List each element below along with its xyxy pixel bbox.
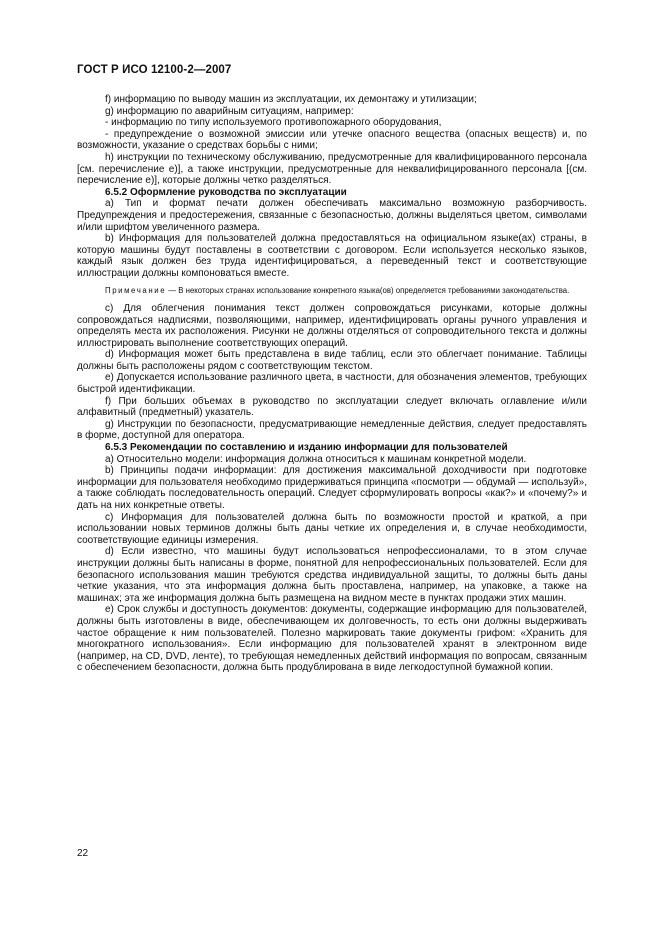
paragraph-d-nonprofessionals: d) Если известно, что машины будут использоваться непрофессионалами, то в этом случае инструкции должны быть написаны в форме, понятной для непрофессиональных пользователей. Если для безопасного использования машин требуются средства индивидуальной защиты, то должны быть даны четкие указания, что эта информация должна быть проставлена, например, на упаковке, а также на машинах; эта же информация должна быть размещена на видном месте в пунктах продажи этих машин. bbox=[77, 546, 587, 604]
body-text bbox=[77, 94, 587, 674]
section-heading-6-5-2: 6.5.2 Оформление руководства по эксплуатации bbox=[105, 186, 347, 198]
paragraph-a-model: a) Относительно модели: информация должна относиться к машинам конкретной модели. bbox=[105, 453, 527, 465]
paragraph-f-decommission: f) информацию по выводу машин из эксплуатации, их демонтажу и утилизации; bbox=[105, 94, 477, 105]
paragraph-c-illustrations: c) Для облегчения понимания текст должен сопровождаться рисунками, которые должны сопровождаться надписями, позволяющими, например, идентифицировать органы ручного управления и определять места их расположения. Рисунки не должны отделяться от сопроводительного текста и должны иллюстрировать выполнение соответствующих операций. bbox=[77, 302, 587, 349]
paragraph-b-language: b) Информация для пользователей должна предоставляться на официальном языке(ах) страны, в которую машины будут поставлены в соответствии с договором. Если используется несколько языков, каждый язык должен без труда идентифицироваться, а переведенный текст и соответствующие иллюстрации должны компоноваться вместе. bbox=[77, 233, 587, 279]
note-text: — В некоторых странах использование конкретного языка(ов) определяется требованиями законодательства. bbox=[166, 285, 570, 295]
page-header-title: ГОСТ Р ИСО 12100-2—2007 bbox=[77, 64, 232, 76]
paragraph-f-index: f) При больших объемах в руководство по эксплуатации следует включать оглавление и/или алфавитный (предметный) указатель. bbox=[77, 395, 587, 419]
page-number: 22 bbox=[77, 848, 89, 859]
section-heading-6-5-3: 6.5.3 Рекомендации по составлению и изданию информации для пользователей bbox=[105, 442, 508, 454]
paragraph-emission-warning: - предупреждение о возможной эмиссии или утечке опасного вещества (опасных веществ) и, по возможности, указание о средствах борьбы с ними; bbox=[77, 128, 587, 152]
paragraph-g-safety-instructions: g) Инструкции по безопасности, предусматривающие немедленные действия, следует предоставлять в форме, доступной для оператора. bbox=[77, 418, 587, 442]
paragraph-e-durability: e) Срок службы и доступность документов: документы, содержащие информацию для пользователей, должны быть изготовлены в виде, обеспечивающем их долговечность, то есть они должны выдерживать частое обращение к ним пользователей. Полезно маркировать такие документы грифом: «Хранить для многократного использования». Если информацию для пользователей хранят в электронном виде (например, на CD, DVD, ленте), то требующая немедленных действий информация по вопросам, связанным с обеспечением безопасности, должна быть продублирована в виде легкодоступной бумажной копии. bbox=[77, 604, 587, 674]
paragraph-fire-equipment: - информацию по типу используемого противопожарного оборудования, bbox=[105, 117, 442, 129]
note-language bbox=[77, 286, 587, 296]
paragraph-g-emergency: g) информацию по аварийным ситуациям, например: bbox=[105, 105, 354, 117]
paragraph-d-tables: d) Информация может быть представлена в виде таблиц, если это облегчает понимание. Таблицы должны быть расположены рядом с соответствующим текстом. bbox=[77, 349, 587, 372]
paragraph-c-simplicity: c) Информация для пользователей должна быть по возможности простой и краткой, а при использовании новых терминов должны быть даны четкие их определения и, в случае необходимости, соответствующие единицы измерения. bbox=[77, 511, 587, 546]
paragraph-h-maintenance: h) инструкции по техническому обслуживанию, предусмотренные для квалифицированного персонала [см. перечисление е)], а также инструкции, предусмотренные для неквалифицированного персонала [(см. перечисление е)], которые должны четко разделяться. bbox=[77, 151, 587, 187]
paragraph-a-print-format: a) Тип и формат печати должен обеспечивать максимально возможную разборчивость. Предупреждения и предостережения, связанные с безопасностью, должны выделяться цветом, символами и/или шрифтом увеличенного размера. bbox=[77, 198, 587, 233]
note-label: Примечание bbox=[105, 285, 167, 295]
paragraph-e-colors: e) Допускается использование различного цвета, в частности, для обозначения элементов, требующих быстрой идентификации. bbox=[77, 372, 587, 396]
paragraph-b-principles: b) Принципы подачи информации: для достижения максимальной доходчивости при подготовке информации для пользователя необходимо придерживаться принципа «посмотри — обдумай — используй», а также соблюдать последовательность операций. Следует сформулировать вопросы «как?» и «почему?» и дать на них конкретные ответы. bbox=[77, 465, 587, 511]
